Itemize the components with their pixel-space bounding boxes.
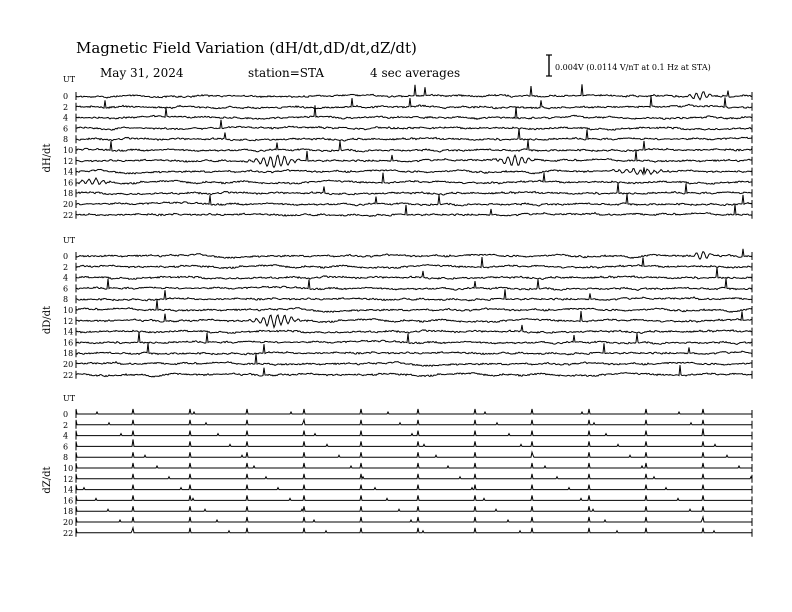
trace-line [76,365,752,377]
ut-tick-label: 8 [63,135,69,145]
trace-line [76,129,752,141]
ut-tick-label: 2 [63,102,69,112]
ut-tick-label: 12 [63,316,74,326]
ut-tick-label: 8 [63,453,69,463]
ut-tick-label: 20 [63,200,74,209]
trace-line [76,354,752,367]
trace-line [76,420,752,425]
ut-tick-label: 14 [63,167,74,177]
trace-line [76,311,752,327]
panel-dD [42,236,752,380]
trace-line [76,343,752,355]
trace-line [76,278,752,290]
trace-line [76,105,752,119]
ut-tick-label: 10 [63,146,74,155]
trace-line [76,439,752,446]
ut-tick-label: 0 [63,92,69,101]
scale-note: 0.004V (0.0114 V/nT at 0.1 Hz at STA) [555,63,711,72]
ut-tick-label: 2 [63,420,69,430]
trace-line [76,528,752,533]
ut-tick-label: 22 [63,370,74,380]
panel-dZ-ylabel: dZ/dt [42,466,53,494]
ut-tick-label: 0 [63,410,69,419]
ut-tick-label: 14 [63,485,74,495]
ut-tick-label: 8 [63,295,69,305]
ut-tick-label: 6 [63,442,69,452]
trace-line [76,409,752,414]
station-label: station=STA [248,66,325,80]
trace-line [76,429,752,436]
panel-dD-traces [63,249,752,380]
trace-line [76,267,752,279]
trace-line [76,517,752,522]
ut-tick-label: 18 [63,349,74,359]
ut-tick-label: 22 [63,528,74,538]
trace-line [76,257,752,269]
ut-tick-label: 22 [63,210,74,220]
trace-line [76,150,752,167]
panel-dZ-ut-label: UT [63,394,76,403]
scale-bar [546,55,552,76]
panel-dH [42,75,752,220]
ut-tick-label: 12 [63,156,74,166]
ut-tick-label: 12 [63,474,74,484]
trace-line [76,463,752,468]
ut-tick-label: 18 [63,507,74,517]
trace-line [76,485,752,490]
trace-line [76,452,752,457]
panel-dZ [42,394,752,538]
panel-dZ-traces [63,409,752,538]
ut-tick-label: 16 [63,338,74,348]
trace-line [76,140,752,152]
panel-dH-ut-label: UT [63,75,76,84]
ut-tick-label: 4 [63,431,69,441]
trace-line [76,167,752,174]
chart-title: Magnetic Field Variation (dH/dt,dD/dt,dZ/dt) [76,39,417,57]
ut-tick-label: 6 [63,124,69,134]
trace-line [76,495,752,500]
ut-tick-label: 16 [63,178,74,188]
date-label: May 31, 2024 [100,66,184,80]
ut-tick-label: 20 [63,360,74,369]
ut-tick-label: 14 [63,327,74,337]
panel-dD-ylabel: dD/dt [42,305,53,335]
ut-tick-label: 2 [63,262,69,272]
ut-tick-label: 4 [63,113,69,123]
panel-dH-ylabel: dH/dt [42,143,53,173]
ut-tick-label: 10 [63,464,74,473]
trace-line [76,474,752,479]
ut-tick-label: 18 [63,189,74,199]
averaging-label: 4 sec averages [370,66,461,80]
trace-line [76,96,752,109]
ut-tick-label: 6 [63,284,69,294]
trace-line [76,300,752,313]
trace-line [76,325,752,333]
trace-line [76,204,752,216]
panel-dH-traces [63,84,752,220]
trace-line [76,120,752,130]
panel-dD-ut-label: UT [63,236,76,245]
trace-line [76,506,752,511]
ut-tick-label: 10 [63,306,74,315]
ut-tick-label: 16 [63,496,74,506]
trace-line [76,332,752,345]
trace-line [76,194,752,206]
trace-line [76,249,752,259]
ut-tick-label: 20 [63,518,74,527]
ut-tick-label: 0 [63,252,69,261]
trace-line [76,289,752,301]
trace-line [76,183,752,195]
ut-tick-label: 4 [63,273,69,283]
